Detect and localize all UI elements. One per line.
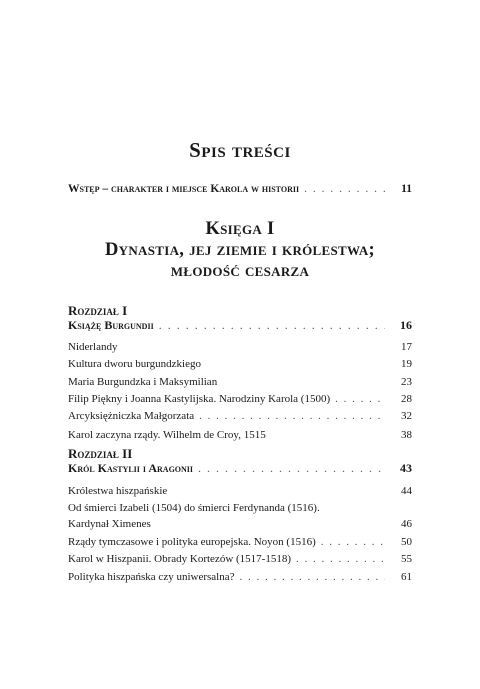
page-title: Spis treści bbox=[189, 138, 291, 162]
book-heading bbox=[0, 219, 480, 282]
entry-label: Filip Piękny i Joanna Kastylijska. Narodziny Karola (1500) bbox=[68, 393, 331, 405]
chapter-label: Rozdział II bbox=[68, 446, 133, 461]
toc-entry bbox=[68, 553, 412, 566]
entry-label: Niderlandy bbox=[68, 341, 118, 353]
leader-dots bbox=[239, 571, 385, 584]
entry-label: Arcyksiężniczka Małgorzata bbox=[68, 410, 195, 422]
chapter-heading: Król Kastylii i Aragonii bbox=[68, 461, 194, 475]
entry-page: 32 bbox=[401, 410, 412, 422]
toc-entry bbox=[68, 410, 412, 423]
leader-dots bbox=[159, 318, 385, 332]
entry-label: Polityka hiszpańska czy uniwersalna? bbox=[68, 571, 235, 583]
entry-page: 11 bbox=[401, 183, 412, 195]
entry-page: 46 bbox=[401, 518, 412, 530]
toc-entry-two-line bbox=[68, 502, 412, 531]
chapter-heading: Książę Burgundii bbox=[68, 318, 154, 332]
leader-dots bbox=[199, 410, 385, 423]
toc-entry bbox=[68, 571, 412, 584]
chapter-heading-row bbox=[68, 318, 412, 332]
entry-label-continued: Kardynał Ximenes bbox=[68, 518, 151, 530]
entry-page: 43 bbox=[400, 461, 412, 475]
entry-page: 16 bbox=[400, 318, 412, 332]
entry-label: Karol w Hiszpanii. Obrady Kortezów (1517-1518) bbox=[68, 553, 291, 565]
toc-entry bbox=[68, 358, 412, 371]
entry-line-1 bbox=[68, 502, 412, 515]
chapter-heading-row bbox=[68, 461, 412, 475]
toc-entry bbox=[68, 341, 412, 354]
entry-label: Maria Burgundzka i Maksymilian bbox=[68, 376, 218, 388]
entry-label: Kultura dworu burgundzkiego bbox=[68, 358, 201, 370]
entry-page: 23 bbox=[401, 376, 412, 388]
chapter-1 bbox=[68, 304, 412, 332]
toc-intro-entry bbox=[68, 183, 412, 195]
entry-page: 17 bbox=[401, 341, 412, 353]
book-number: Księga I bbox=[205, 219, 275, 239]
leader-dots bbox=[296, 553, 385, 566]
entry-page: 55 bbox=[401, 553, 412, 565]
toc-entry bbox=[68, 536, 412, 549]
leader-dots bbox=[198, 461, 385, 475]
entry-label: Wstęp – charakter i miejsce Karola w historii bbox=[68, 183, 300, 195]
entry-page: 38 bbox=[401, 429, 412, 441]
leader-dots bbox=[335, 393, 385, 406]
chapter-2 bbox=[68, 447, 412, 475]
book-title-line1: Dynastia, jej ziemie i królestwa; bbox=[105, 240, 375, 260]
toc-entry bbox=[68, 376, 412, 389]
chapter-label: Rozdział I bbox=[68, 303, 128, 318]
entry-page: 44 bbox=[401, 485, 412, 497]
entry-label: Od śmierci Izabeli (1504) do śmierci Ferdynanda (1516). bbox=[68, 502, 320, 514]
entry-label: Karol zaczyna rządy. Wilhelm de Croy, 1515 bbox=[68, 429, 266, 441]
entry-page: 61 bbox=[401, 571, 412, 583]
entry-page: 19 bbox=[401, 358, 412, 370]
entry-line-2 bbox=[68, 518, 412, 531]
book-title-line2: młodość cesarza bbox=[170, 261, 310, 281]
entry-page: 50 bbox=[401, 536, 412, 548]
entry-label: Rządy tymczasowe i polityka europejska. Noyon (1516) bbox=[68, 536, 316, 548]
toc-entry bbox=[68, 393, 412, 406]
toc-entry bbox=[68, 485, 412, 498]
leader-dots bbox=[321, 536, 385, 549]
entry-page: 28 bbox=[401, 393, 412, 405]
entry-label: Królestwa hiszpańskie bbox=[68, 485, 168, 497]
toc-entry bbox=[68, 429, 412, 442]
leader-dots bbox=[304, 183, 385, 195]
